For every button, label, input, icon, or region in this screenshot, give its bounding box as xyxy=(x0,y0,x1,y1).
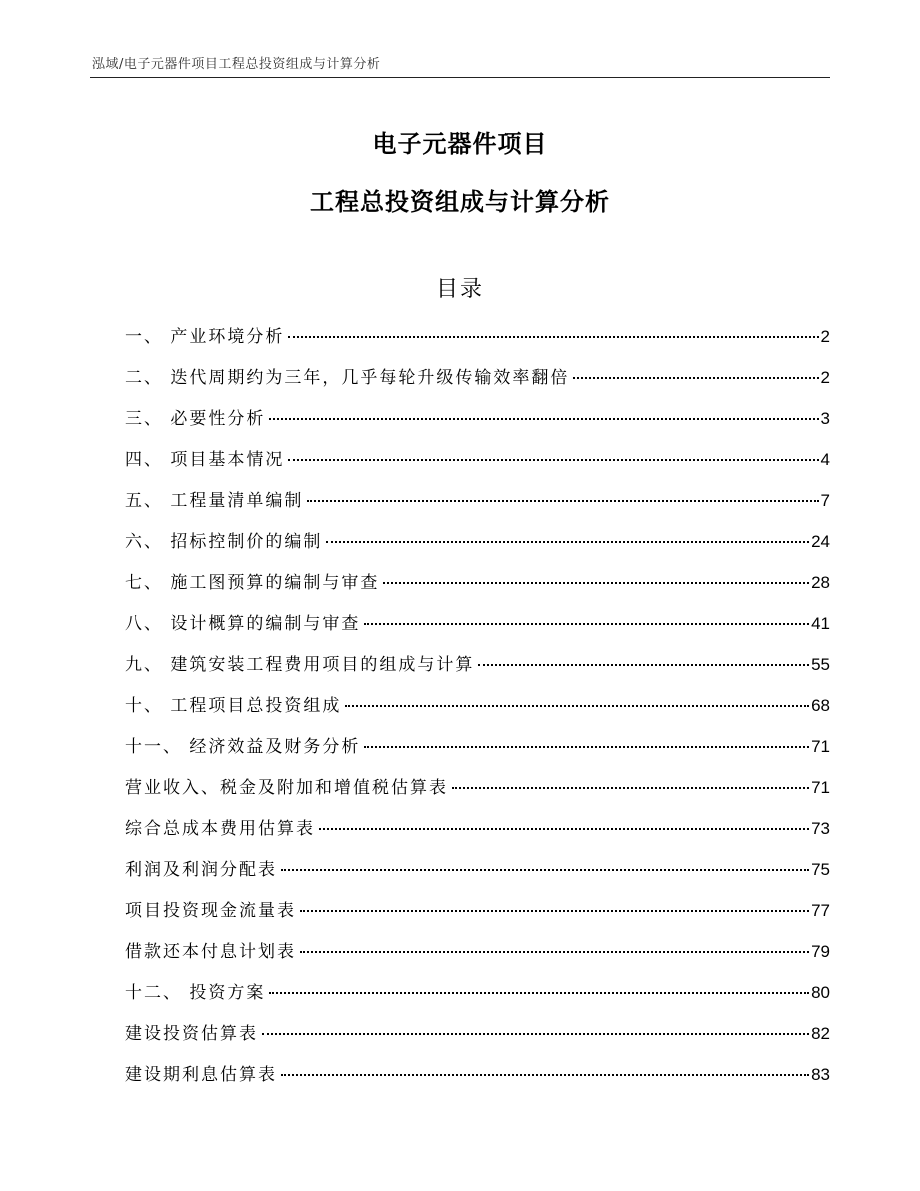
toc-entry[interactable] xyxy=(125,527,830,568)
toc-page-number: 79 xyxy=(811,942,830,961)
toc-entry-text: 七、 施工图预算的编制与审查 xyxy=(125,573,380,593)
toc-entry[interactable] xyxy=(125,363,830,404)
toc-page-number: 71 xyxy=(811,737,830,756)
toc-entry-text: 六、 招标控制价的编制 xyxy=(125,532,323,552)
toc-entry[interactable] xyxy=(125,855,830,896)
toc-entry[interactable] xyxy=(125,814,830,855)
toc-leader-dots xyxy=(288,336,818,338)
toc-entry[interactable] xyxy=(125,609,830,650)
header-divider xyxy=(90,77,830,78)
toc-page-number: 75 xyxy=(811,860,830,879)
toc-leader-dots xyxy=(269,992,809,994)
toc-page-number: 7 xyxy=(820,491,830,510)
toc-leader-dots xyxy=(326,541,809,543)
toc-page-number: 68 xyxy=(811,696,830,715)
toc-entry[interactable] xyxy=(125,978,830,1019)
toc-entry-text: 综合总成本费用估算表 xyxy=(125,819,315,839)
toc-entry-text: 九、 建筑安装工程费用项目的组成与计算 xyxy=(125,655,475,675)
toc-leader-dots xyxy=(364,623,809,625)
toc-entry[interactable] xyxy=(125,568,830,609)
toc-entry[interactable] xyxy=(125,322,830,363)
toc-leader-dots xyxy=(262,1033,809,1035)
table-of-contents xyxy=(125,322,830,1101)
toc-entry-text: 十一、 经济效益及财务分析 xyxy=(125,737,361,757)
toc-entry[interactable] xyxy=(125,773,830,814)
toc-entry-text: 十、 工程项目总投资组成 xyxy=(125,696,342,716)
toc-leader-dots xyxy=(452,787,809,789)
toc-page-number: 82 xyxy=(811,1024,830,1043)
toc-entry-text: 项目投资现金流量表 xyxy=(125,901,296,921)
toc-heading: 目录 xyxy=(435,277,484,302)
toc-leader-dots xyxy=(319,828,809,830)
toc-leader-dots xyxy=(281,1074,809,1076)
toc-page-number: 55 xyxy=(811,655,830,674)
toc-page-number: 3 xyxy=(820,409,830,428)
toc-entry[interactable] xyxy=(125,691,830,732)
toc-entry-text: 三、 必要性分析 xyxy=(125,409,266,429)
toc-entry[interactable] xyxy=(125,650,830,691)
toc-entry-text: 八、 设计概算的编制与审查 xyxy=(125,614,361,634)
toc-leader-dots xyxy=(573,377,818,379)
toc-page-number: 4 xyxy=(820,450,830,469)
toc-leader-dots xyxy=(383,582,809,584)
toc-entry[interactable] xyxy=(125,732,830,773)
toc-page-number: 83 xyxy=(811,1065,830,1084)
toc-leader-dots xyxy=(281,869,809,871)
toc-leader-dots xyxy=(288,459,818,461)
toc-leader-dots xyxy=(300,910,809,912)
document-title-line-1: 电子元器件项目 xyxy=(372,130,548,158)
toc-leader-dots xyxy=(269,418,818,420)
toc-entry[interactable] xyxy=(125,1019,830,1060)
toc-leader-dots xyxy=(345,705,809,707)
toc-page-number: 71 xyxy=(811,778,830,797)
toc-entry-text: 四、 项目基本情况 xyxy=(125,450,285,470)
toc-entry-text: 二、 迭代周期约为三年，几乎每轮升级传输效率翻倍 xyxy=(125,368,570,388)
toc-entry-text: 一、 产业环境分析 xyxy=(125,327,285,347)
running-header: 泓域/电子元器件项目工程总投资组成与计算分析 xyxy=(92,57,381,72)
toc-entry-text: 营业收入、税金及附加和增值税估算表 xyxy=(125,778,448,798)
toc-entry-text: 建设期利息估算表 xyxy=(125,1065,277,1085)
toc-entry-text: 五、 工程量清单编制 xyxy=(125,491,304,511)
toc-leader-dots xyxy=(300,951,809,953)
toc-entry[interactable] xyxy=(125,1060,830,1101)
toc-leader-dots xyxy=(364,746,809,748)
toc-page-number: 73 xyxy=(811,819,830,838)
toc-page-number: 77 xyxy=(811,901,830,920)
toc-leader-dots xyxy=(307,500,818,502)
toc-page-number: 24 xyxy=(811,532,830,551)
toc-entry-text: 十二、 投资方案 xyxy=(125,983,266,1003)
toc-entry-text: 建设投资估算表 xyxy=(125,1024,258,1044)
toc-page-number: 41 xyxy=(811,614,830,633)
toc-leader-dots xyxy=(478,664,809,666)
toc-page-number: 28 xyxy=(811,573,830,592)
toc-entry[interactable] xyxy=(125,486,830,527)
toc-page-number: 80 xyxy=(811,983,830,1002)
toc-entry[interactable] xyxy=(125,445,830,486)
toc-entry-text: 利润及利润分配表 xyxy=(125,860,277,880)
toc-entry[interactable] xyxy=(125,896,830,937)
toc-page-number: 2 xyxy=(820,368,830,387)
toc-entry-text: 借款还本付息计划表 xyxy=(125,942,296,962)
toc-entry[interactable] xyxy=(125,937,830,978)
toc-page-number: 2 xyxy=(820,327,830,346)
document-title-line-2: 工程总投资组成与计算分析 xyxy=(310,188,610,216)
toc-entry[interactable] xyxy=(125,404,830,445)
